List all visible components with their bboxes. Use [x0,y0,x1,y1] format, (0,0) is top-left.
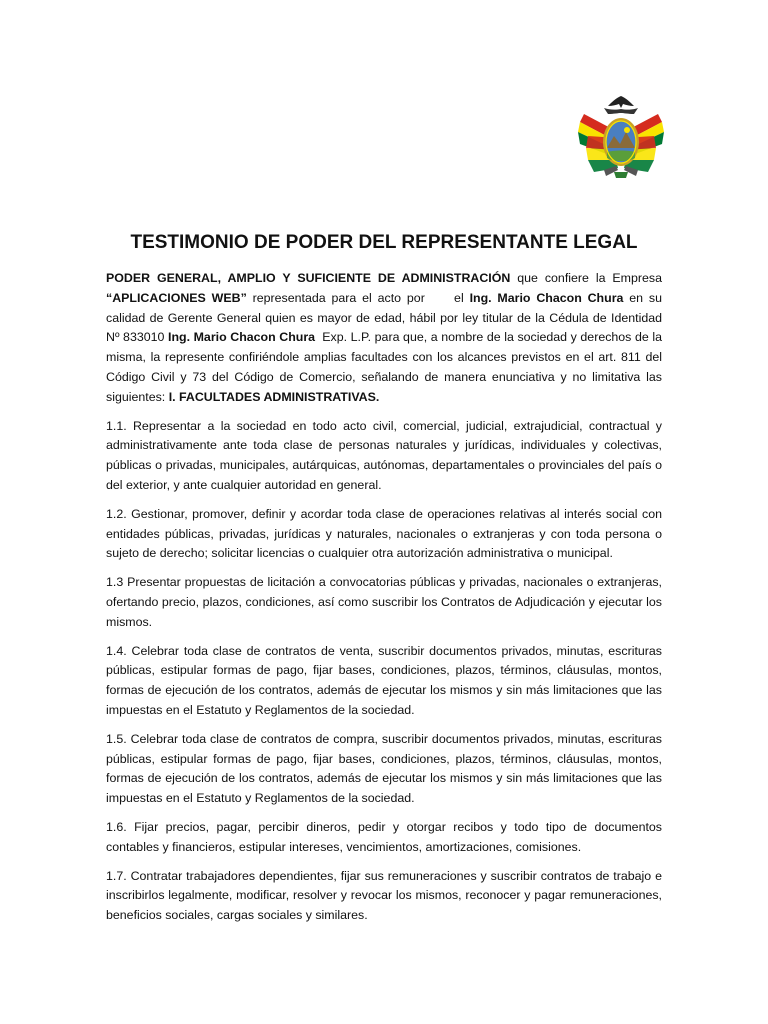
document-body [106,269,666,935]
representative-name: Ing. Mario Chacon Chura [469,290,624,305]
intro-text-2: representada para el acto por el [246,290,470,305]
intro-paragraph [106,269,666,408]
document-title: TESTIMONIO DE PODER DEL REPRESENTANTE LEGAL [130,232,638,253]
intro-text-3: en su calidad de Gerente General quien es mayor de edad, hábil por ley titular de la Cédula de Identidad Nº 833010 [106,290,662,345]
section-heading: I. FACULTADES ADMINISTRATIVAS. [168,389,380,404]
clause-1-6: 1.6. Fijar precios, pagar, percibir dineros, pedir y otorgar recibos y todo tipo de documentos contables y financieros, estipular intereses, vencimientos, amortizaciones, comisiones. [106,819,662,854]
clause-1-1: 1.1. Representar a la sociedad en todo acto civil, comercial, judicial, extrajudicial, contractual y administrativamente ante toda clase de personas naturales y jurídicas, individuales y colectivas, públicas o privadas, municipales, autárquicas, autónomas, departamentales o provinciales del país o del exterior, y ante cualquier autoridad en general. [106,418,662,492]
clause-1-3: 1.3 Presentar propuestas de licitación a convocatorias públicas y privadas, nacionales o extranjeras, ofertando precio, plazos, condiciones, así como suscribir los Contratos de Adjudicación y ejecutar los mismos. [106,575,662,629]
shield [603,118,639,166]
intro-text-1: que confiere la Empresa [510,271,662,285]
coat-of-arms-icon [574,92,668,184]
clause-1-4: 1.4. Celebrar toda clase de contratos de venta, suscribir documentos privados, minutas, escrituras públicas, estipular formas de pago, fijar bases, condiciones, plazos, términos, cláusulas, montos, formas de ejecución de los contratos, además de ejecutar los mismos y sin más limitaciones que las impuestas en el Estatuto y Reglamentos de la sociedad. [106,643,662,717]
clause-1-7: 1.7. Contratar trabajadores dependientes, fijar sus remuneraciones y suscribir contratos de trabajo e inscribirlos legalmente, modificar, resolver y revocar los mismos, reconocer y pagar remuneraciones, beneficios sociales, cargas sociales y similares. [106,868,662,923]
intro-text-4: Exp. L.P. para que, a nombre de la sociedad y derechos de la misma, la represente confiriéndole amplias facultades con los alcances previstos en el art. 811 del Código Civil y 73 del Código de Comercio, señalando de manera enunciativa y no limitativa las siguientes: [106,330,666,404]
condor [604,96,638,114]
company-name: “APLICACIONES WEB” [106,290,247,305]
representative-name-2: Ing. Mario Chacon Chura [168,330,316,345]
clause-1-2: 1.2. Gestionar, promover, definir y acordar toda clase de operaciones relativas al interés social con entidades públicas, privadas, jurídicas y naturales, nacionales o extranjeras y con toda persona o sujeto de derecho; solicitar licencias o cualquier otra autorización administrativa o municipal. [106,506,662,561]
clause-1-5: 1.5. Celebrar toda clase de contratos de compra, suscribir documentos privados, minutas, escrituras públicas, estipular formas de pago, fijar bases, condiciones, plazos, términos, cláusulas, montos, formas de ejecución de los contratos, además de ejecutar los mismos y sin más limitaciones que las impuestas en el Estatuto y Reglamentos de la sociedad. [106,731,662,806]
intro-bold-lead: PODER GENERAL, AMPLIO Y SUFICIENTE DE ADMINISTRACIÓN [106,271,511,285]
